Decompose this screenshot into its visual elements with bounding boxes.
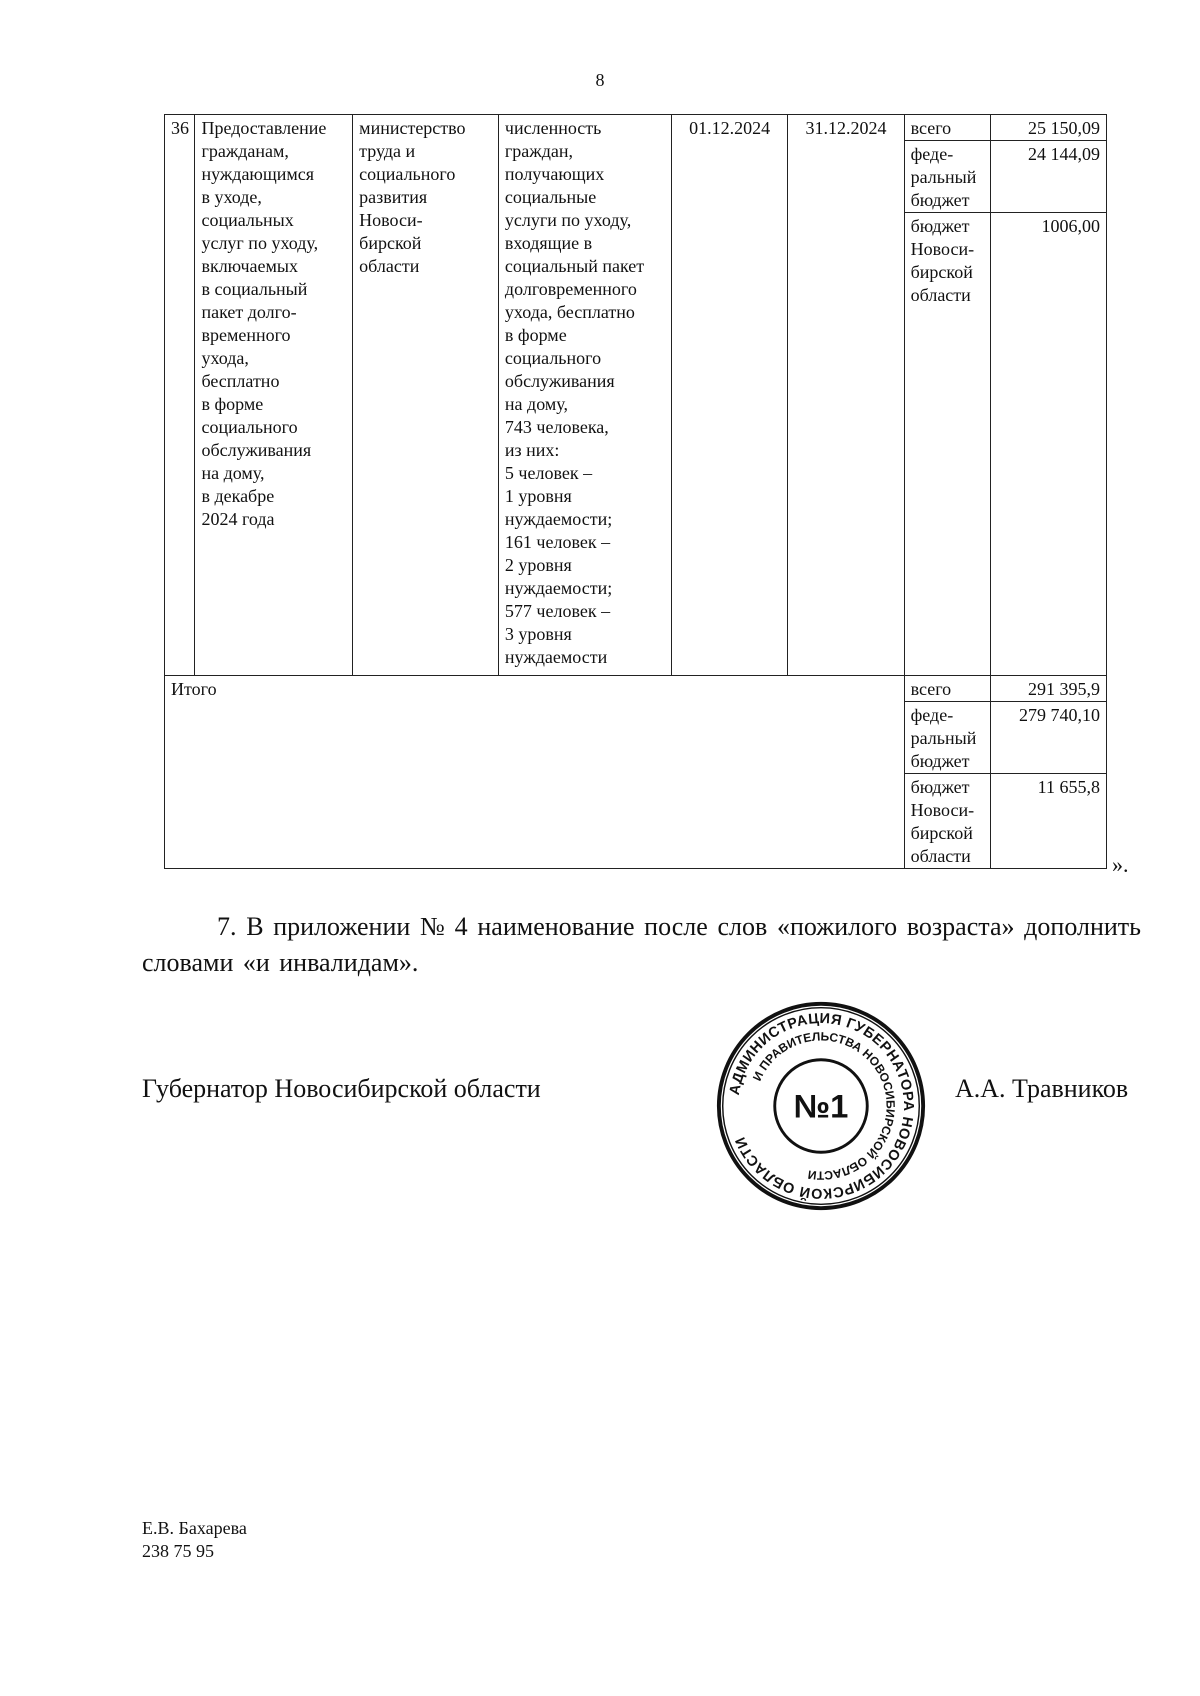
funding-regional-value: 1006,00 bbox=[990, 213, 1106, 676]
result-indicator: численность граждан, получающих социальные услуги по уходу, входящие в социальный пакет долговременного ухода, бесплатно в форме социального обслуживания на дому, 743 человека, из них: 5 человек – 1 уровня нуждаемости; 161 человек – 2 уровня нуждаемости; 577 человек – 3 уровня нуждаемости bbox=[498, 115, 671, 676]
seal-number: №1 bbox=[793, 1087, 849, 1125]
seal-inner-text: И ПРАВИТЕЛЬСТВА НОВОСИБИРСКОЙ ОБЛАСТИ bbox=[749, 1029, 898, 1183]
amendment-paragraph: 7. В приложении № 4 наименование после слов «пожилого возраста» дополнить словами «и инвалидам». bbox=[142, 912, 1141, 977]
responsible-executor: министерство труда и социального развития Новоси- бирской области bbox=[353, 115, 499, 676]
row-number: 36 bbox=[165, 115, 195, 676]
table-row bbox=[165, 676, 1107, 702]
governor-title: Губернатор Новосибирской области bbox=[142, 1074, 541, 1103]
seal-icon bbox=[715, 1000, 927, 1212]
grand-federal-label: феде- ральный бюджет bbox=[904, 702, 990, 774]
grand-total-label: всего bbox=[904, 676, 990, 702]
page-number: 8 bbox=[595, 70, 605, 90]
table-row bbox=[165, 115, 1107, 141]
official-seal bbox=[715, 1000, 927, 1212]
executor-phone: 238 75 95 bbox=[142, 1541, 214, 1561]
seal-outer-text: АДМИНИСТРАЦИЯ ГУБЕРНАТОРА НОВОСИБИРСКОЙ ОБЛАСТИ bbox=[726, 1010, 916, 1202]
closing-quote: ». bbox=[1112, 852, 1129, 877]
funding-total-label: всего bbox=[904, 115, 990, 141]
funding-federal-label: феде- ральный бюджет bbox=[904, 141, 990, 213]
grand-total-value: 291 395,9 bbox=[990, 676, 1106, 702]
end-date: 31.12.2024 bbox=[788, 115, 904, 676]
grand-regional-label: бюджет Новоси- бирской области bbox=[904, 774, 990, 869]
governor-name: А.А. Травников bbox=[955, 1074, 1129, 1103]
funding-regional-label: бюджет Новоси- бирской области bbox=[904, 213, 990, 676]
measures-table bbox=[164, 114, 1107, 869]
funding-total-value: 25 150,09 bbox=[990, 115, 1106, 141]
total-row-label: Итого bbox=[165, 676, 905, 869]
funding-federal-value: 24 144,09 bbox=[990, 141, 1106, 213]
event-name: Предоставление гражданам, нуждающимся в уходе, социальных услуг по уходу, включаемых в социальный пакет долго- временного ухода, бесплатно в форме социального обслуживания на дому, в декабре 2024 года bbox=[195, 115, 353, 676]
executor-name: Е.В. Бахарева bbox=[142, 1518, 247, 1538]
start-date: 01.12.2024 bbox=[671, 115, 787, 676]
grand-regional-value: 11 655,8 bbox=[990, 774, 1106, 869]
grand-federal-value: 279 740,10 bbox=[990, 702, 1106, 774]
document-executor bbox=[142, 1517, 247, 1563]
